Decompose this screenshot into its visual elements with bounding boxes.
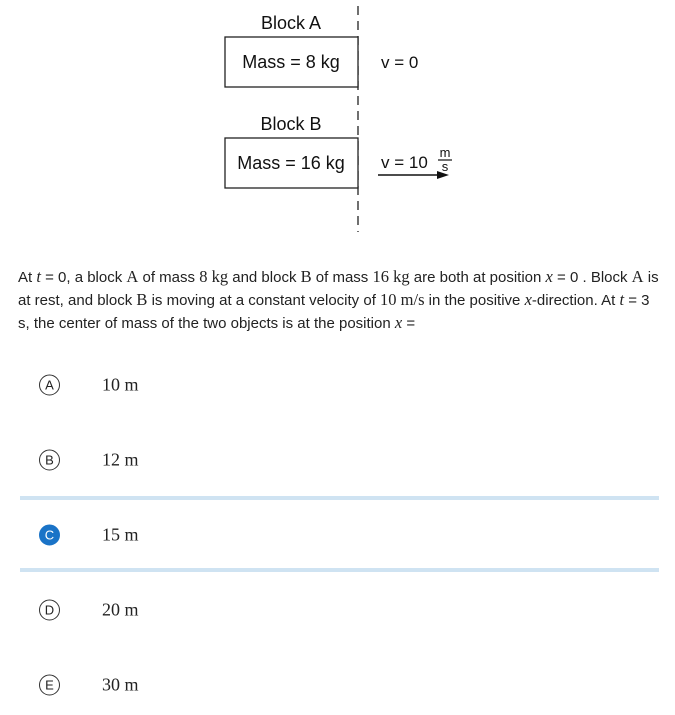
velocity-unit-denominator: s (441, 159, 449, 174)
velocity-unit-numerator: m (439, 145, 451, 160)
choice-d-answer: 20 m (102, 599, 139, 620)
block-a-mass: Mass = 8 kg (242, 52, 340, 72)
question-text: At t = 0, a block A of mass 8 kg and block B of mass 16 kg are both at position x = 0 . Block A is at rest, and block B is moving at a constant velocity of 10 m/s in the positive x-direction. At t = 3 s, the center of mass of the two objects is at the position x = (18, 267, 659, 332)
choice-a-letter-bubble[interactable]: A (39, 375, 60, 396)
answer-choice-d[interactable] (20, 580, 659, 640)
choice-b-answer: 12 m (102, 449, 139, 470)
block-b-velocity: v = 10 (381, 153, 428, 172)
choice-a-answer: 10 m (102, 374, 139, 395)
block-a-title: Block A (260, 13, 322, 33)
choice-c-answer: 15 m (102, 524, 139, 545)
answer-choice-c[interactable] (20, 505, 659, 565)
block-b-mass: Mass = 16 kg (237, 153, 345, 173)
selected-choice-top-border (20, 496, 659, 500)
diagram-svg (0, 0, 675, 240)
block-b-title: Block B (260, 114, 322, 134)
physics-diagram (0, 0, 675, 240)
choice-e-answer: 30 m (102, 674, 139, 695)
block-a-velocity: v = 0 (381, 53, 419, 72)
selected-choice-bottom-border (20, 568, 659, 572)
choice-b-letter-bubble[interactable]: B (39, 450, 60, 471)
answer-choice-e[interactable] (20, 655, 659, 715)
choice-c-letter-bubble[interactable]: C (39, 525, 60, 546)
choice-e-letter-bubble[interactable]: E (39, 675, 60, 696)
choice-d-letter-bubble[interactable]: D (39, 600, 60, 621)
answer-choice-b[interactable] (20, 430, 659, 490)
answer-choice-a[interactable] (20, 355, 659, 415)
